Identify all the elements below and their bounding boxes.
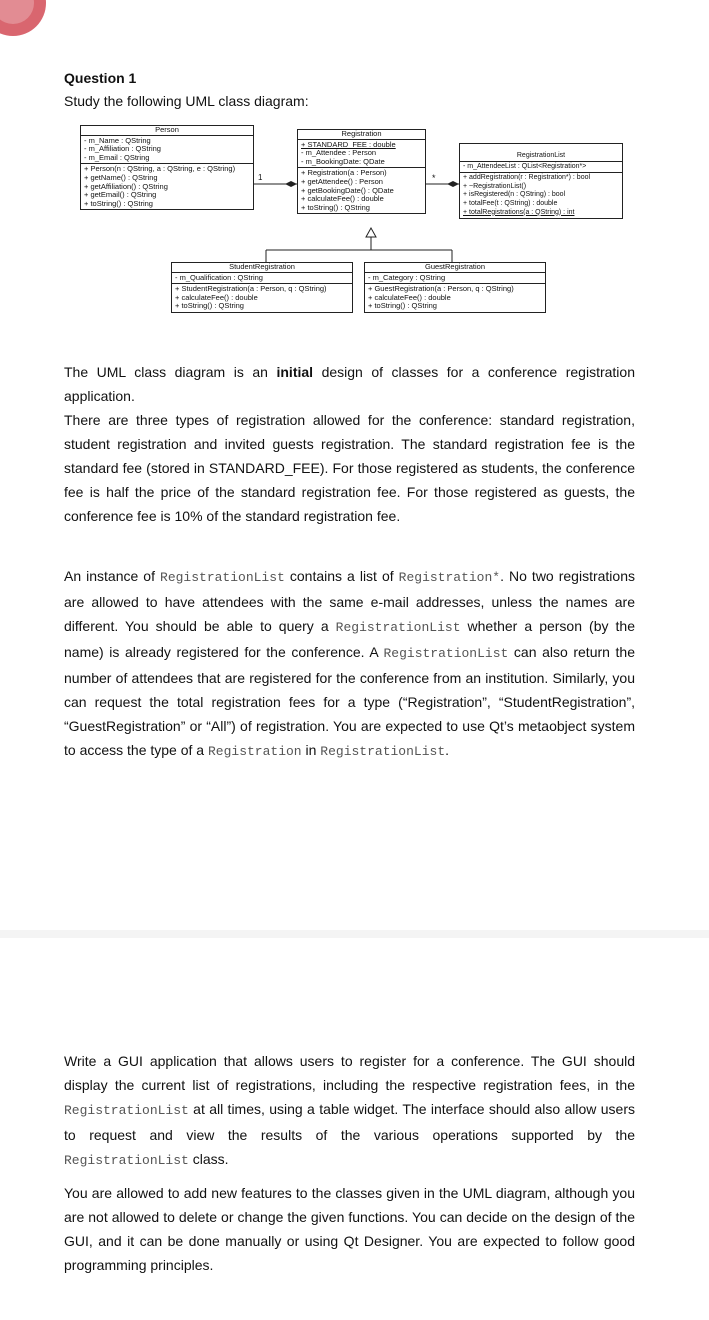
class-name: GuestRegistration bbox=[365, 263, 545, 273]
attribute: + STANDARD_FEE : double bbox=[301, 139, 396, 149]
method: + toString() : QString bbox=[301, 202, 370, 212]
attribute: - m_Attendee : Person bbox=[301, 148, 377, 158]
method: + getAffiliation() : QString bbox=[84, 181, 168, 191]
uml-class-student-registration bbox=[171, 262, 353, 313]
paragraph-registration-types: There are three types of registration allowed for the conference: standard registration, student registration and invited guests registration. The standard registration fee is the standard fee (stored in STANDARD_FEE). For those registered as students, the conference fee is half the price of the standard registration fee. For those registered as guests, the conference fee is 10% of the standard registration fee. bbox=[64, 412, 635, 524]
method: + GuestRegistration(a : Person, q : QString) bbox=[368, 284, 514, 294]
attribute: - m_Name : QString bbox=[84, 135, 151, 145]
method: + toString() : QString bbox=[368, 301, 437, 311]
method: + totalRegistrations(a : QString) : int bbox=[463, 208, 575, 216]
bold-term: initial bbox=[276, 364, 314, 380]
class-name: RegistrationList bbox=[460, 144, 622, 162]
multiplicity-one: 1 bbox=[258, 173, 263, 182]
method: + getAttendee() : Person bbox=[301, 176, 383, 186]
attribute: - m_AttendeeList : QList<Registration*> bbox=[463, 162, 587, 170]
code-term: RegistrationList bbox=[320, 744, 446, 759]
method: + getEmail() : QString bbox=[84, 190, 157, 200]
uml-class-registration-list bbox=[459, 143, 623, 219]
paragraph-design-notes: You are allowed to add new features to the classes given in the UML diagram, although you are not allowed to delete or change the given functions. You can decide on the design of the GUI, and it can be done manually or using Qt Designer. You are expected to follow good programming principles. bbox=[64, 1185, 635, 1273]
code-term: RegistrationList bbox=[64, 1103, 189, 1118]
method: + toString() : QString bbox=[84, 198, 153, 208]
class-name: StudentRegistration bbox=[172, 263, 352, 273]
document-page-2 bbox=[0, 938, 709, 1320]
attribute: - m_Affiliation : QString bbox=[84, 144, 161, 154]
attribute: - m_Qualification : QString bbox=[175, 272, 263, 282]
composition-diamond-icon bbox=[447, 181, 459, 187]
class-name: Person bbox=[81, 126, 253, 136]
method: + calculateFee() : double bbox=[175, 292, 258, 302]
method: + isRegistered(n : QString) : bool bbox=[463, 191, 566, 199]
class-name: Registration bbox=[298, 130, 425, 140]
attribute: - m_BookingDate: QDate bbox=[301, 156, 385, 166]
inheritance-triangle-icon bbox=[366, 228, 376, 237]
method: + StudentRegistration(a : Person, q : QString) bbox=[175, 284, 327, 294]
composition-diamond-icon bbox=[285, 181, 297, 187]
attribute: - m_Email : QString bbox=[84, 152, 150, 162]
method: + ~RegistrationList() bbox=[463, 182, 527, 190]
attribute: - m_Category : QString bbox=[368, 272, 446, 282]
multiplicity-many: * bbox=[432, 173, 436, 183]
method: + Person(n : QString, a : QString, e : QString) bbox=[84, 164, 236, 174]
paragraph-intro: The UML class diagram is an initial design of classes for a conference registration application. bbox=[64, 364, 635, 404]
method: + calculateFee() : double bbox=[368, 292, 451, 302]
page-separator bbox=[0, 930, 709, 938]
method: + totalFee(t : QString) : double bbox=[463, 199, 558, 207]
question-title: Question 1 bbox=[64, 70, 137, 86]
code-term: RegistrationList bbox=[160, 570, 285, 585]
method: + addRegistration(r : Registration*) : bool bbox=[463, 174, 591, 182]
paragraph-gui-task: Write a GUI application that allows users to register for a conference. The GUI should display the current list of registrations, including the respective registration fees, in the RegistrationList at all times, using a table widget. The interface should also allow users to request and view the results of the various operations supported by the RegistrationList class. bbox=[64, 1053, 635, 1168]
code-term: RegistrationList bbox=[383, 646, 509, 661]
uml-class-guest-registration bbox=[364, 262, 546, 313]
method: + toString() : QString bbox=[175, 301, 244, 311]
method: + getBookingDate() : QDate bbox=[301, 185, 394, 195]
method: + Registration(a : Person) bbox=[301, 168, 387, 178]
paragraph-registration-list: An instance of RegistrationList contains a list of Registration*. No two registrations are allowed to have attendees with the same e-mail addresses, unless the names are different. You should be able to query a RegistrationList whether a person (by the name) is already registered for the conference. A RegistrationList can also return the number of attendees that are registered for the conference from an institution. Similarly, you can request the total registration fees for a type (“Registration”, “StudentRegistration”, “GuestRegistration” or “All”) of registration. You are expected to use Qt’s metaobject system to access the type of a Registration in RegistrationList. bbox=[64, 568, 635, 759]
code-term: Registration bbox=[207, 744, 302, 759]
uml-class-registration bbox=[297, 129, 426, 214]
code-term: RegistrationList bbox=[335, 620, 461, 635]
question-intro: Study the following UML class diagram: bbox=[64, 93, 309, 109]
code-term: Registration* bbox=[398, 570, 501, 585]
method: + calculateFee() : double bbox=[301, 194, 384, 204]
code-term: RegistrationList bbox=[64, 1153, 189, 1168]
uml-class-person bbox=[80, 125, 254, 210]
method: + getName() : QString bbox=[84, 172, 158, 182]
